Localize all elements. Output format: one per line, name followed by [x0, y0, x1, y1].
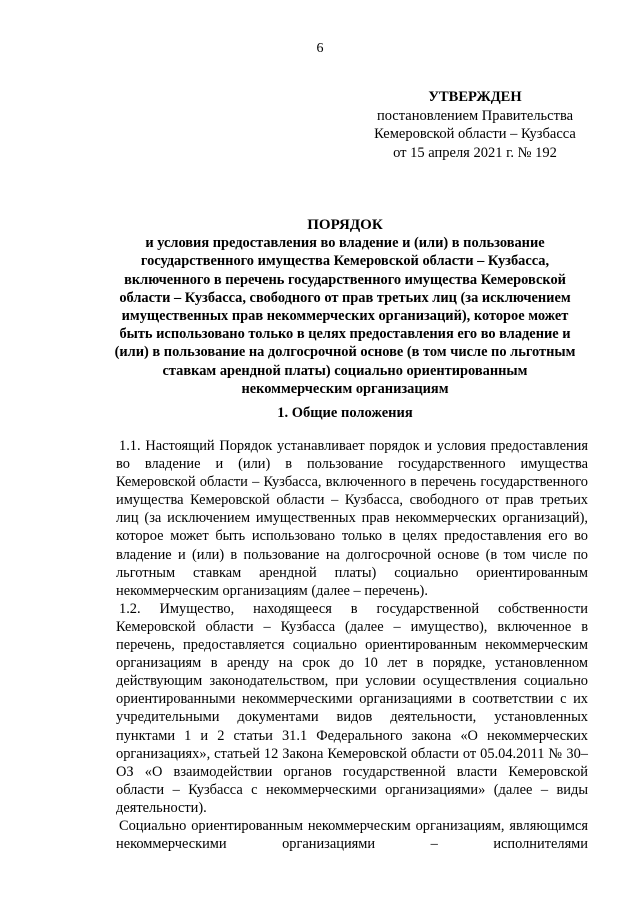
document-subtitle-line: некоммерческим организациям	[241, 380, 449, 397]
approval-line: от 15 апреля 2021 г. № 192	[393, 144, 557, 161]
document-subtitle-line: и условия предоставления во владение и (или) в пользование	[145, 235, 545, 252]
approval-block	[360, 88, 590, 162]
approval-title: УТВЕРЖДЕН	[428, 89, 522, 105]
approval-line: постановлением Правительства	[376, 107, 574, 124]
document-subtitle-line: имущественных прав некоммерческих организаций), которое может	[121, 308, 569, 325]
section-heading: 1. Общие положения	[277, 405, 413, 421]
document-subtitle-line: быть использовано только в целях предоставления его во владение и	[119, 326, 571, 343]
approval-line: Кемеровской области – Кузбасса	[374, 126, 576, 142]
document-title-block	[100, 216, 590, 398]
document-subtitle-line: государственного имущества Кемеровской области – Кузбасса,	[140, 253, 550, 270]
document-subtitle-line: области – Кузбасса, свободного от прав третьих лиц (за исключением	[119, 289, 571, 306]
document-subtitle-line: (или) в пользование на долгосрочной основе (в том числе по льготным	[114, 344, 576, 361]
document-title: ПОРЯДОК	[307, 217, 383, 233]
paragraph-1-1: 1.1. Настоящий Порядок устанавливает порядок и условия предоставления во владение и (или) в пользование государственного имущества Кемеровской области – Кузбасса, включенного в перечень государственного имущества Кемеровской области – Кузбасса, свободного от прав третьих лиц (за исключением имущественных прав некоммерческих организаций), которое может быть использовано только в целях предоставления его во владение и (или) в пользование на долгосрочной основе (в том числе по льготным ставкам арендной платы) социально ориентированным некоммерческим организациям (далее – перечень).	[116, 438, 588, 599]
section-body	[116, 437, 588, 853]
page-number: 6	[316, 41, 324, 56]
document-subtitle-line: включенного в перечень государственного имущества Кемеровской	[124, 271, 566, 288]
paragraph-continuation: Социально ориентированным некоммерческим организациям, являющимся некоммерческими организациями – исполнителями	[116, 817, 588, 853]
document-subtitle-line: ставкам арендной платы) социально ориентированным	[162, 362, 528, 379]
paragraph-1-2: 1.2. Имущество, находящееся в государственной собственности Кемеровской области – Кузбасса (далее – имущество), включенное в перечень, предоставляется социально ориентированным некоммерческим организациям в аренду на срок до 10 лет в порядке, установленном действующим законодательством, при условии осуществления социально ориентированными некоммерческими организациями в соответствии с их учредительными документами видов деятельности, установленных пунктами 1 и 2 статьи 31.1 Федерального закона «О некоммерческих организациях», статьей 12 Закона Кемеровской области от 05.04.2011 № 30–ОЗ «О взаимодействии органов государственной власти Кемеровской области – Кузбасса с некоммерческими организациями» (далее – виды деятельности).	[116, 600, 588, 816]
